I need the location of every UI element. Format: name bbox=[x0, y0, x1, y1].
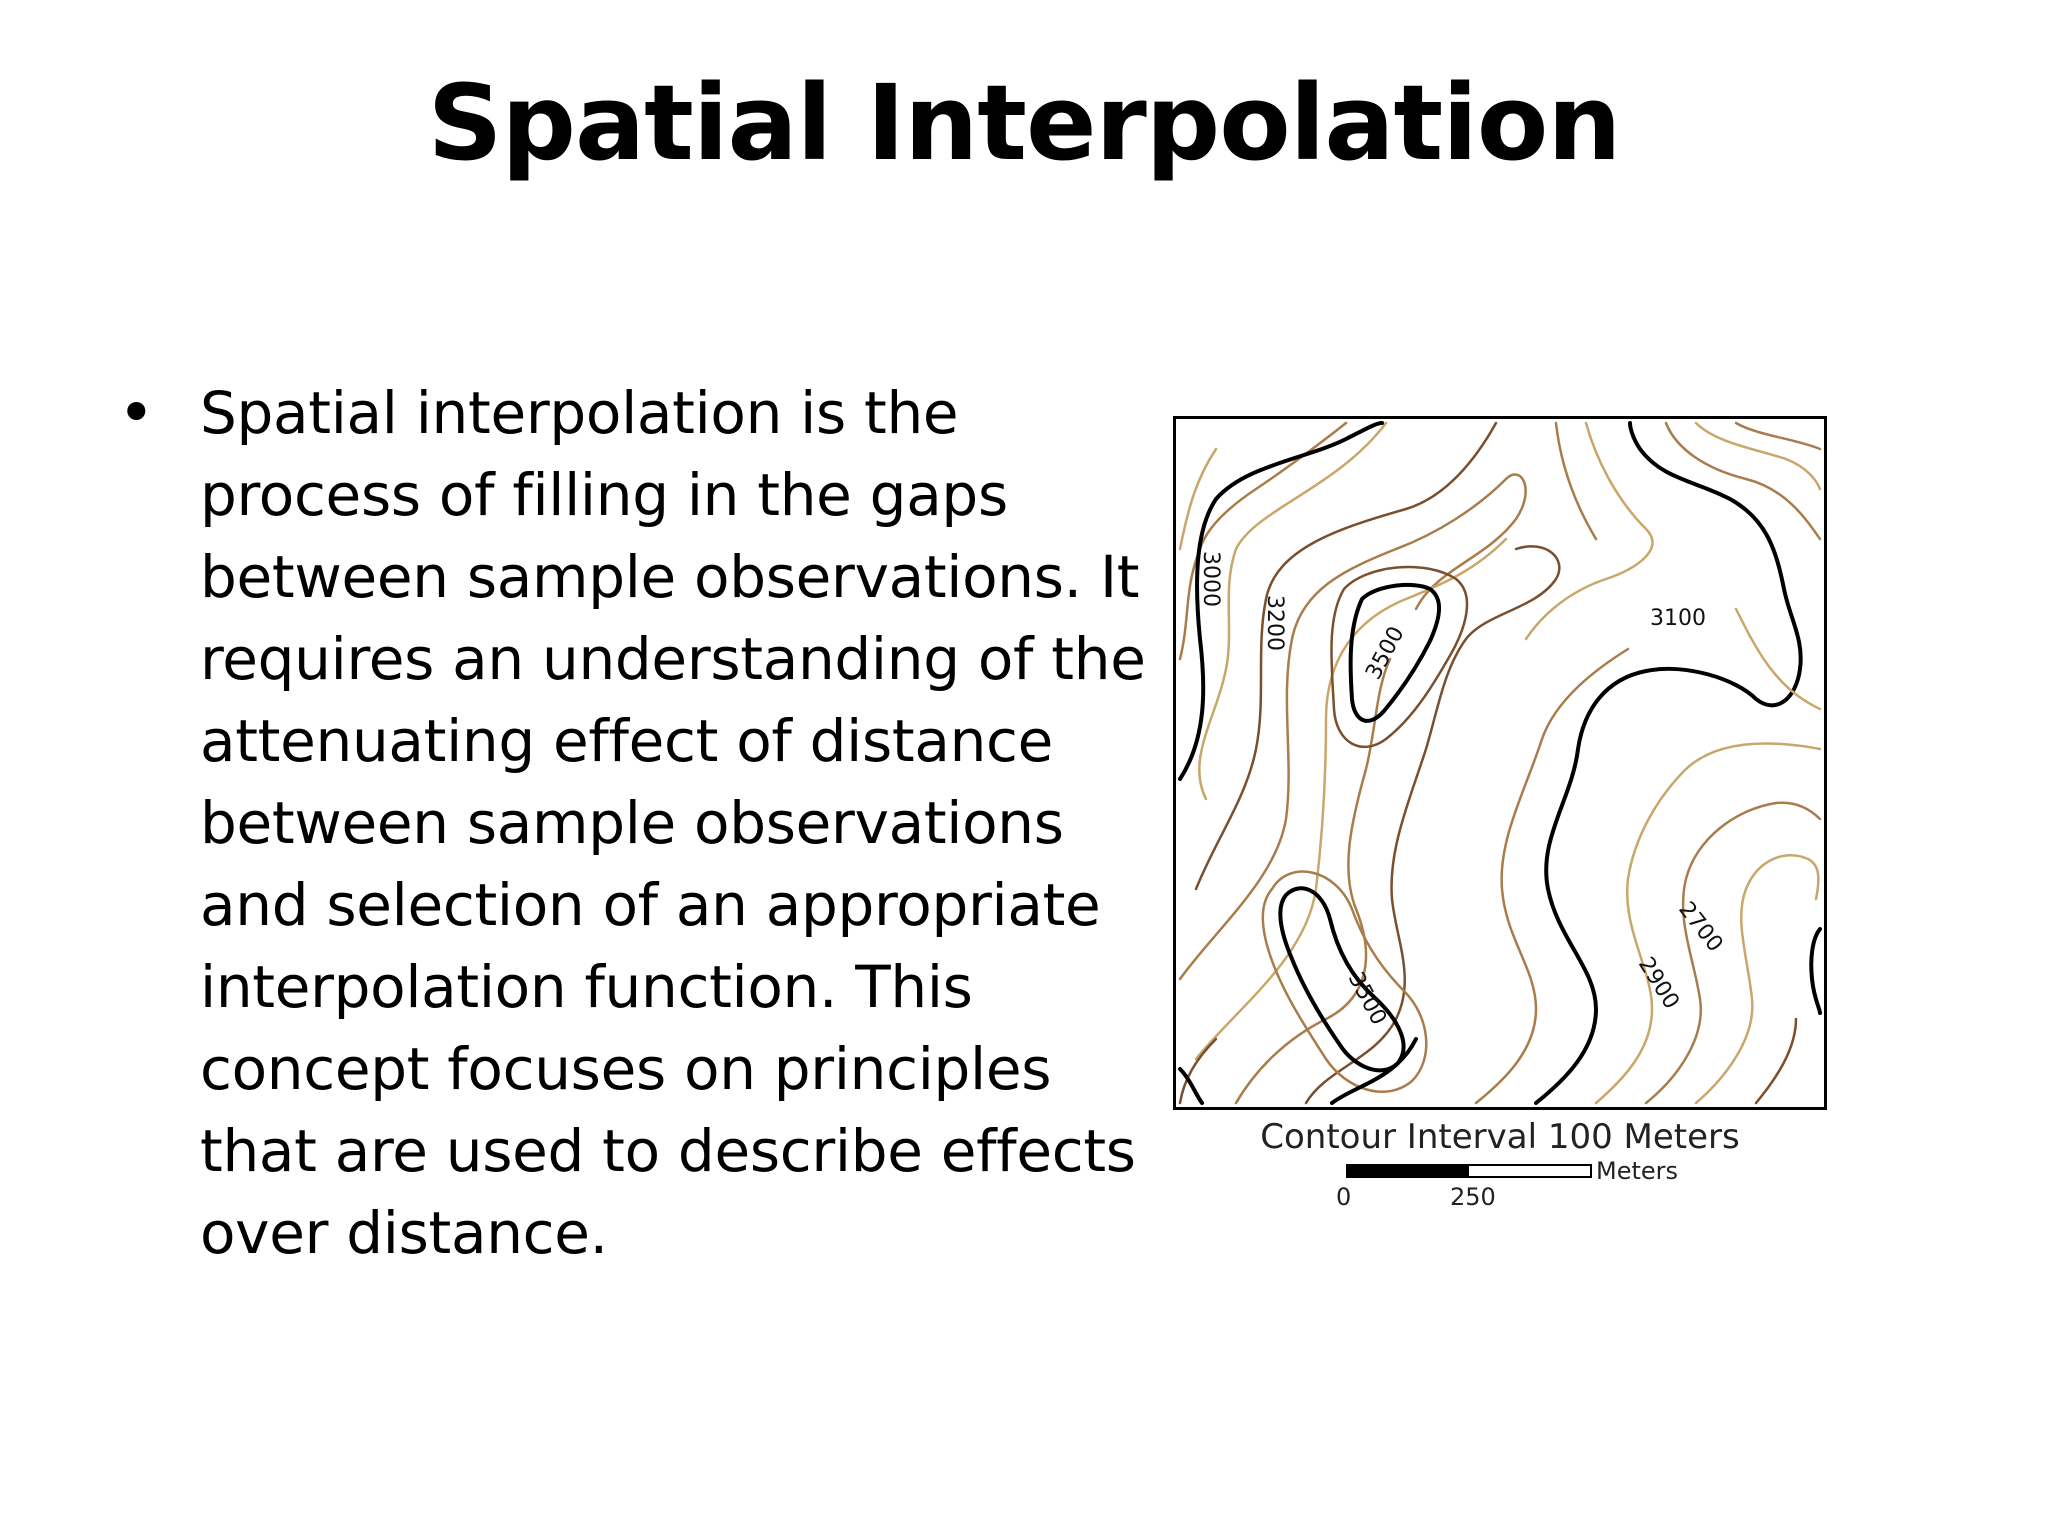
contour-label: 3500 bbox=[1361, 622, 1410, 684]
contour-map-graphic bbox=[1176, 419, 1824, 1107]
contour-line bbox=[1526, 423, 1652, 639]
bullet-line: over distance. bbox=[200, 1199, 608, 1267]
scale-bar-white-segment bbox=[1469, 1166, 1590, 1176]
bullet-line: attenuating effect of distance bbox=[200, 707, 1054, 775]
contour-line bbox=[1696, 855, 1818, 1103]
contour-line bbox=[1556, 423, 1596, 539]
contour-label: 3100 bbox=[1650, 606, 1706, 631]
bullet-line: that are used to describe effects bbox=[200, 1117, 1136, 1185]
bullet-line: between sample observations bbox=[200, 789, 1064, 857]
contour-label: 2700 bbox=[1673, 897, 1728, 957]
bullet-line: Spatial interpolation is the bbox=[200, 379, 959, 447]
bullet-marker: • bbox=[118, 376, 155, 449]
bullet-line: interpolation function. This bbox=[200, 953, 973, 1021]
contour-map bbox=[1173, 416, 1827, 1110]
contour-label: 3200 bbox=[1262, 595, 1287, 651]
contour-line bbox=[1756, 1019, 1796, 1103]
contour-line bbox=[1476, 649, 1628, 1103]
contour-label: 3000 bbox=[1198, 551, 1223, 607]
bullet-line: concept focuses on principles bbox=[200, 1035, 1052, 1103]
scale-bar-black-segment bbox=[1348, 1166, 1469, 1176]
bullet-line: and selection of an appropriate bbox=[200, 871, 1101, 939]
contour-line bbox=[1180, 449, 1216, 549]
bullet-line: between sample observations. It bbox=[200, 543, 1140, 611]
contour-map-figure bbox=[1170, 414, 1830, 1214]
slide-title: Spatial Interpolation bbox=[427, 62, 1621, 184]
index-contour bbox=[1811, 929, 1820, 1013]
contour-line bbox=[1646, 803, 1820, 1103]
index-contour bbox=[1280, 888, 1403, 1070]
scale-unit-label: Meters bbox=[1596, 1157, 1679, 1185]
bullet-line: process of filling in the gaps bbox=[200, 461, 1008, 529]
scale-bar bbox=[1346, 1164, 1592, 1178]
scale-tick-mid: 250 bbox=[1450, 1183, 1496, 1211]
contour-label: 3500 bbox=[1342, 968, 1392, 1030]
bullet-text bbox=[200, 372, 1146, 1274]
contour-label: 2900 bbox=[1632, 952, 1684, 1014]
bullet-line: requires an understanding of the bbox=[200, 625, 1146, 693]
legend-title: Contour Interval 100 Meters bbox=[1260, 1117, 1740, 1157]
scale-tick-start: 0 bbox=[1336, 1183, 1352, 1211]
contour-line bbox=[1736, 423, 1820, 449]
